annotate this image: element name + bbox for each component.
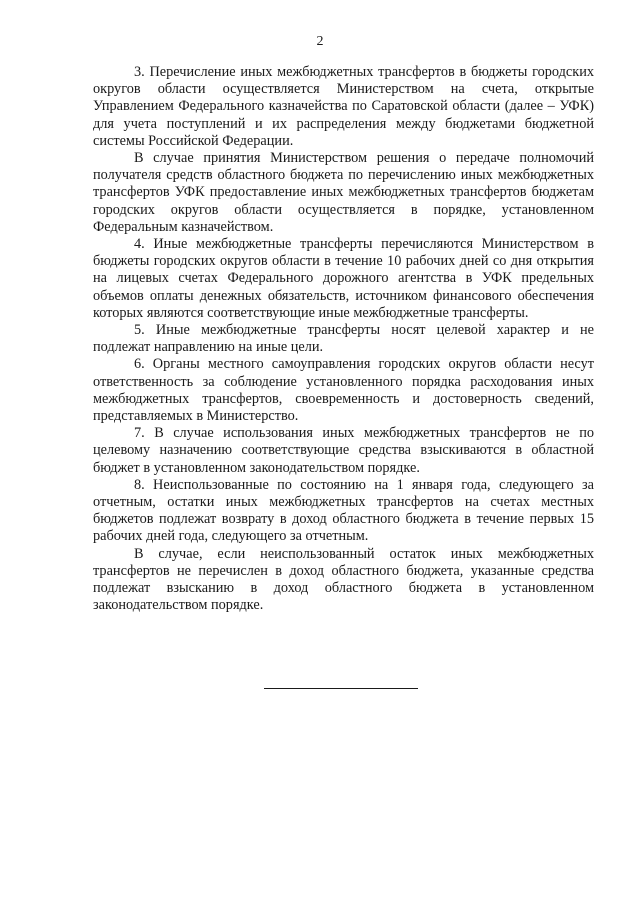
paragraph-clause-4: 4. Иные межбюджетные трансферты перечисляются Министерством в бюджеты городских округов области в течение 10 рабочих дней со дня открытия на лицевых счетах Федерального дорожного агентства в УФК предельных объемов оплаты денежных обязательств, источником финансового обеспечения которых являются соответствующие иные межбюджетные трансферты.: [93, 236, 594, 321]
paragraph-clause-6: 6. Органы местного самоуправления городских округов области несут ответственность за соблюдение установленного порядка расходования иных межбюджетных трансфертов, своевременность и достоверность сведений, представляемых в Министерство.: [93, 356, 594, 425]
paragraph-clause-8-unspent: В случае, если неиспользованный остаток иных межбюджетных трансфертов не перечислен в доход областного бюджета, указанные средства подлежат взысканию в доход областного бюджета в установленном законодательством порядке.: [93, 545, 594, 614]
page-number: 2: [316, 34, 324, 49]
paragraph-clause-5: 5. Иные межбюджетные трансферты носят целевой характер и не подлежат направлению на иные цели.: [93, 322, 594, 356]
document-body: [93, 64, 594, 615]
paragraph-clause-8: 8. Неиспользованные по состоянию на 1 января года, следующего за отчетным, остатки иных межбюджетных трансфертов на счетах местных бюджетов подлежат возврату в доход областного бюджета в течение первых 15 рабочих дней года, следующего за отчетным.: [93, 476, 594, 545]
paragraph-clause-7: 7. В случае использования иных межбюджетных трансфертов не по целевому назначению соответствующие средства взыскиваются в областной бюджет в установленном законодательством порядке.: [93, 425, 594, 476]
end-of-document-rule: [264, 688, 418, 689]
paragraph-clause-3-delegation: В случае принятия Министерством решения о передаче полномочий получателя средств областного бюджета по перечислению иных межбюджетных трансфертов УФК предоставление иных межбюджетных трансфертов бюджетам городских округов области осуществляется в порядке, установленном Федеральным казначейством.: [93, 150, 594, 235]
paragraph-clause-3: 3. Перечисление иных межбюджетных трансфертов в бюджеты городских округов области осуществляется Министерством на счета, открытые Управлением Федерального казначейства по Саратовской области (далее – УФК) для учета поступлений и их распределения между бюджетами бюджетной системы Российской Федерации.: [93, 64, 594, 149]
